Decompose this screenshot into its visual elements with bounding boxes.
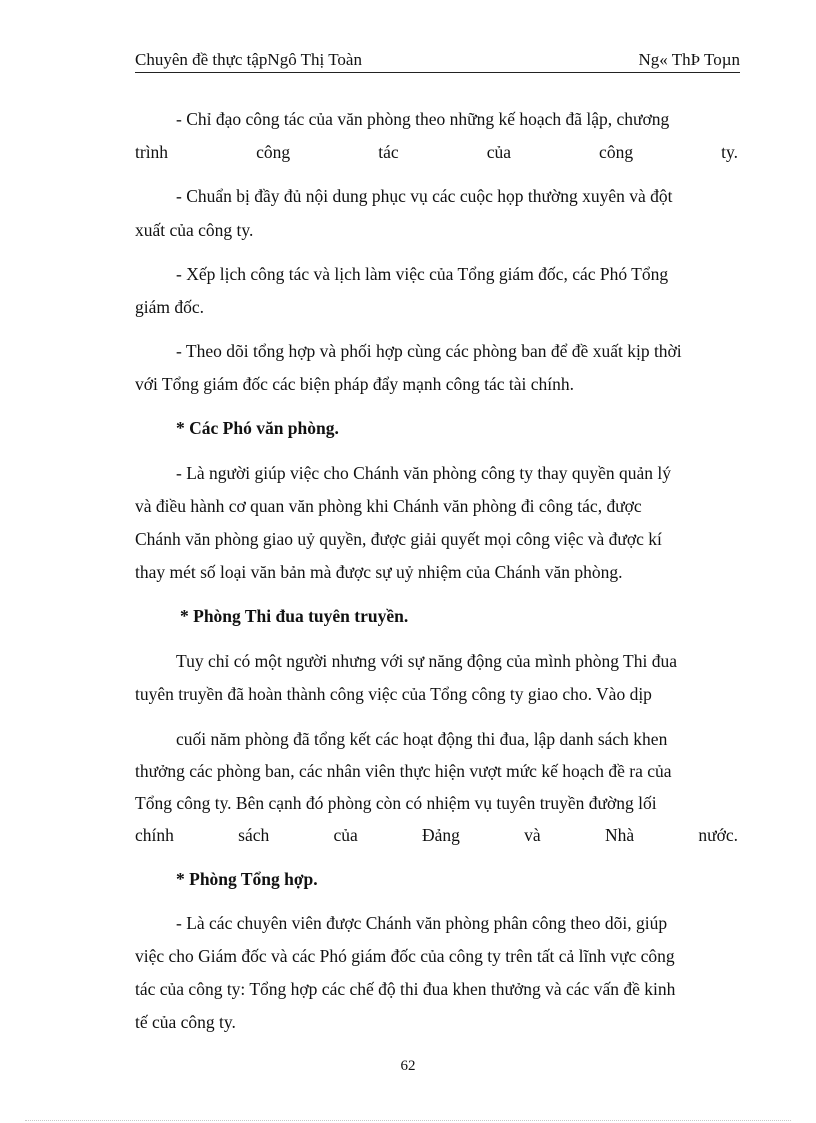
text-line: - Là các chuyên viên được Chánh văn phòng phân công theo dõi, giúp [176,913,668,933]
text-line: - Chỉ đạo công tác của văn phòng theo những kế hoạch đã lập, chương [176,109,670,129]
text-line: giám đốc. [135,297,205,317]
text-line: chính sách của Đảng và Nhà nước. [135,825,738,845]
text-line: - Xếp lịch công tác và lịch làm việc của Tổng giám đốc, các Phó Tổng [176,264,669,284]
page-bottom-divider [25,1120,791,1121]
text-line: thay mét số loại văn bản mà được sự uỷ nhiệm của Chánh văn phòng. [135,562,623,582]
text-line: việc cho Giám đốc và các Phó giám đốc của công ty trên tất cả lĩnh vực công [135,946,675,966]
header-left-title: Chuyên đề thực tậpNgô Thị Toàn [135,50,362,69]
page-header [135,50,740,73]
text-line: thưởng các phòng ban, các nhân viên thực hiện vượt mức kế hoạch đề ra của [135,761,672,781]
page-number: 62 [400,1058,416,1074]
text-line: xuất của công ty. [135,220,254,240]
text-line: - Chuẩn bị đầy đủ nội dung phục vụ các cuộc họp thường xuyên và đột [176,186,673,206]
section-heading: * Các Phó văn phòng. [176,418,339,438]
text-line: trình công tác của công ty. [135,142,738,162]
text-line: - Theo dõi tổng hợp và phối hợp cùng các phòng ban để đề xuất kịp thời [176,341,682,361]
text-line: tuyên truyền đã hoàn thành công việc của Tổng công ty giao cho. Vào dịp [135,684,652,704]
text-line: cuối năm phòng đã tổng kết các hoạt động thi đua, lập danh sách khen [176,729,668,749]
text-line: Tổng công ty. Bên cạnh đó phòng còn có nhiệm vụ tuyên truyền đường lối [135,793,657,813]
section-heading: * Phòng Tổng hợp. [176,869,318,889]
text-line: - Là người giúp việc cho Chánh văn phòng công ty thay quyền quản lý [176,463,672,483]
text-line: với Tổng giám đốc các biện pháp đẩy mạnh công tác tài chính. [135,374,575,394]
header-right-author: Ng« ThÞ Toµn [638,50,740,69]
text-line: tế của công ty. [135,1012,236,1032]
text-line: tác của công ty: Tổng hợp các chế độ thi đua khen thưởng và các vấn đề kinh [135,979,676,999]
section-heading: * Phòng Thi đua tuyên truyền. [180,606,409,626]
text-line: Tuy chỉ có một người nhưng với sự năng động của mình phòng Thi đua [176,651,677,671]
text-line: Chánh văn phòng giao uỷ quyền, được giải quyết mọi công việc và được kí [135,529,662,549]
text-line: và điều hành cơ quan văn phòng khi Chánh văn phòng đi công tác, được [135,496,642,516]
